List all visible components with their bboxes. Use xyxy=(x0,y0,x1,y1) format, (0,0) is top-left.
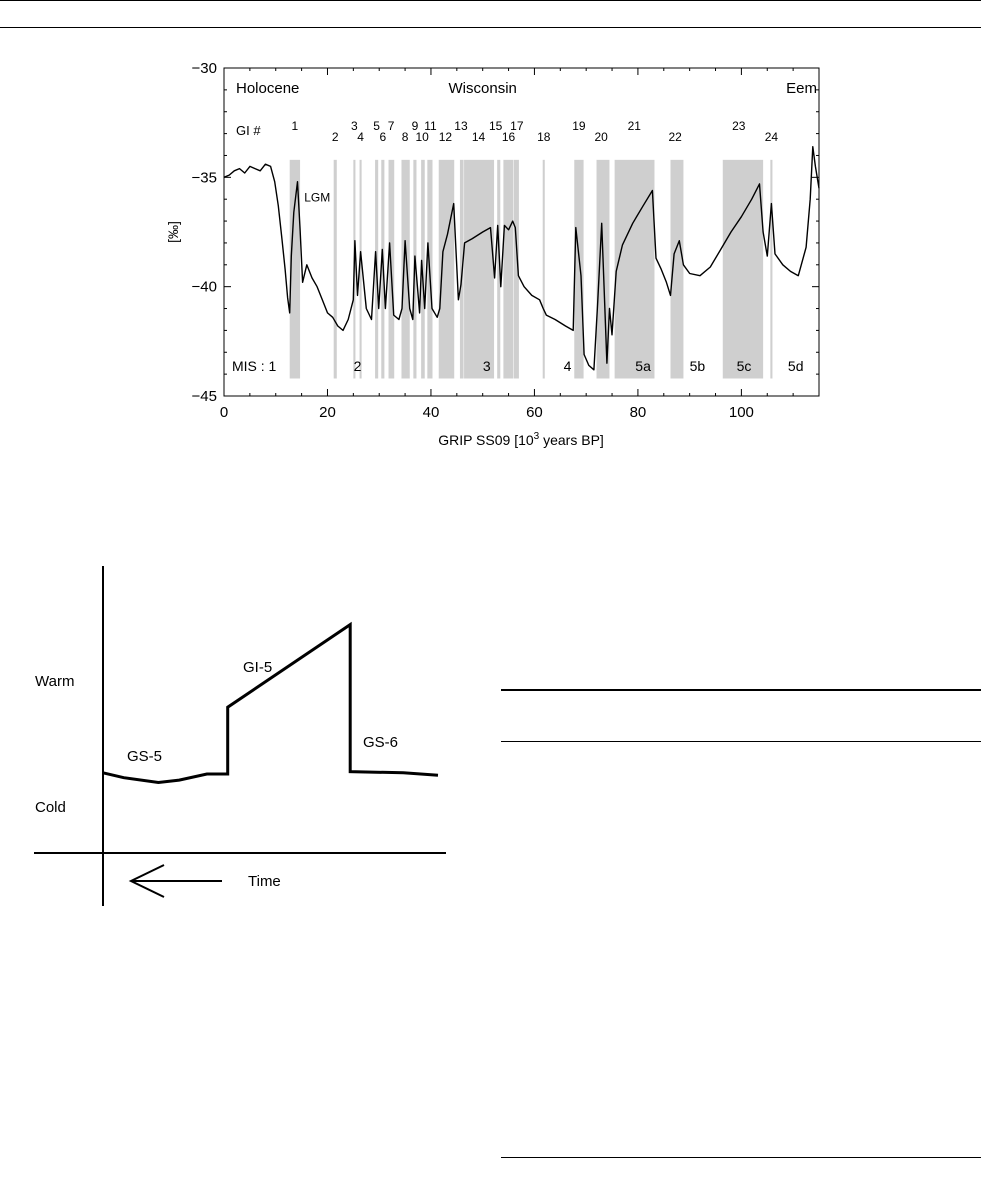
x-tick-label: 20 xyxy=(319,404,336,421)
x-tick-label: 60 xyxy=(526,404,543,421)
interstadial-label: 19 xyxy=(572,119,586,133)
interstadial-label: 4 xyxy=(357,130,364,144)
interstadial-label: 12 xyxy=(438,130,453,144)
y-axis-label: [‰] xyxy=(165,221,181,243)
interstadial-label: 15 xyxy=(488,119,503,133)
interstadial-label: 9 xyxy=(411,119,419,133)
gs5-label: GS-5 xyxy=(127,748,163,765)
time-arrow-icon xyxy=(131,865,222,897)
gs6-label: GS-6 xyxy=(363,734,399,751)
y-tick-label: −35 xyxy=(191,169,217,187)
interstadial-band-2 xyxy=(334,160,337,379)
interstadial-label: 3 xyxy=(351,119,358,133)
interstadial-label: 6 xyxy=(379,130,387,144)
schematic-diagram xyxy=(0,560,460,910)
interstadial-label: 16 xyxy=(501,130,516,144)
y-tick-label: −30 xyxy=(191,60,217,77)
interstadial-label: 22 xyxy=(668,130,682,144)
mis-label: 5c xyxy=(736,358,752,374)
mis-label: 5b xyxy=(689,358,706,374)
warm-label: Warm xyxy=(35,673,75,690)
right-rule-1 xyxy=(501,689,981,691)
interstadial-label: 21 xyxy=(627,119,641,133)
mis-label: 4 xyxy=(563,358,572,374)
interstadial-band-19 xyxy=(574,160,583,379)
y-tick-label: −45 xyxy=(191,388,217,405)
interstadial-band-21 xyxy=(615,160,655,379)
right-rule-2 xyxy=(501,741,981,742)
interstadial-label: 20 xyxy=(594,130,608,144)
interstadial-label: 11 xyxy=(424,119,437,133)
interstadial-label: 13 xyxy=(454,119,468,133)
interstadial-label: 1 xyxy=(291,119,299,133)
interstadial-label: 8 xyxy=(401,130,409,144)
mis-label: 5d xyxy=(787,358,804,374)
isotope-record-chart xyxy=(0,0,981,480)
lgm-annotation: LGM xyxy=(304,190,331,205)
interstadial-label: 18 xyxy=(537,130,551,144)
epoch-label: Eem xyxy=(786,80,817,97)
mis-label: 5a xyxy=(635,358,651,374)
interstadial-band-24 xyxy=(770,160,772,379)
mis-label: 2 xyxy=(353,358,362,374)
x-tick-label: 100 xyxy=(728,404,754,421)
interstadial-label: 2 xyxy=(331,130,339,144)
right-rule-3 xyxy=(501,1157,981,1158)
interstadial-label: 14 xyxy=(471,130,486,144)
mis-label: 3 xyxy=(482,358,491,374)
x-tick-label: 80 xyxy=(629,404,647,421)
cold-label: Cold xyxy=(35,799,66,816)
interstadial-label: 17 xyxy=(510,119,524,133)
interstadial-label: 10 xyxy=(415,130,429,144)
interstadial-band-23 xyxy=(723,160,763,379)
mis-label: MIS : 1 xyxy=(232,358,277,374)
x-axis-label: GRIP SS09 [$10^3$ years BP] xyxy=(438,431,604,448)
interstadial-band-12 xyxy=(439,160,455,379)
epoch-label: Wisconsin xyxy=(448,80,517,97)
interstadial-label: 7 xyxy=(387,119,395,133)
interstadial-band-8 xyxy=(401,160,409,379)
epoch-label: Holocene xyxy=(236,80,300,97)
x-tick-label: 40 xyxy=(422,404,440,421)
interstadial-label: 24 xyxy=(764,130,779,144)
x-tick-label: 0 xyxy=(219,404,229,421)
interstadial-band-18 xyxy=(543,160,545,379)
interstadial-label: 23 xyxy=(732,119,746,133)
gi-header: GI # xyxy=(236,123,261,138)
interstadial-label: 5 xyxy=(373,119,380,133)
time-label: Time xyxy=(248,873,281,890)
gi5-label: GI-5 xyxy=(243,659,273,676)
interstadial-band-14 xyxy=(464,160,494,379)
interstadial-band-16 xyxy=(503,160,513,379)
y-tick-label: −40 xyxy=(191,278,217,296)
